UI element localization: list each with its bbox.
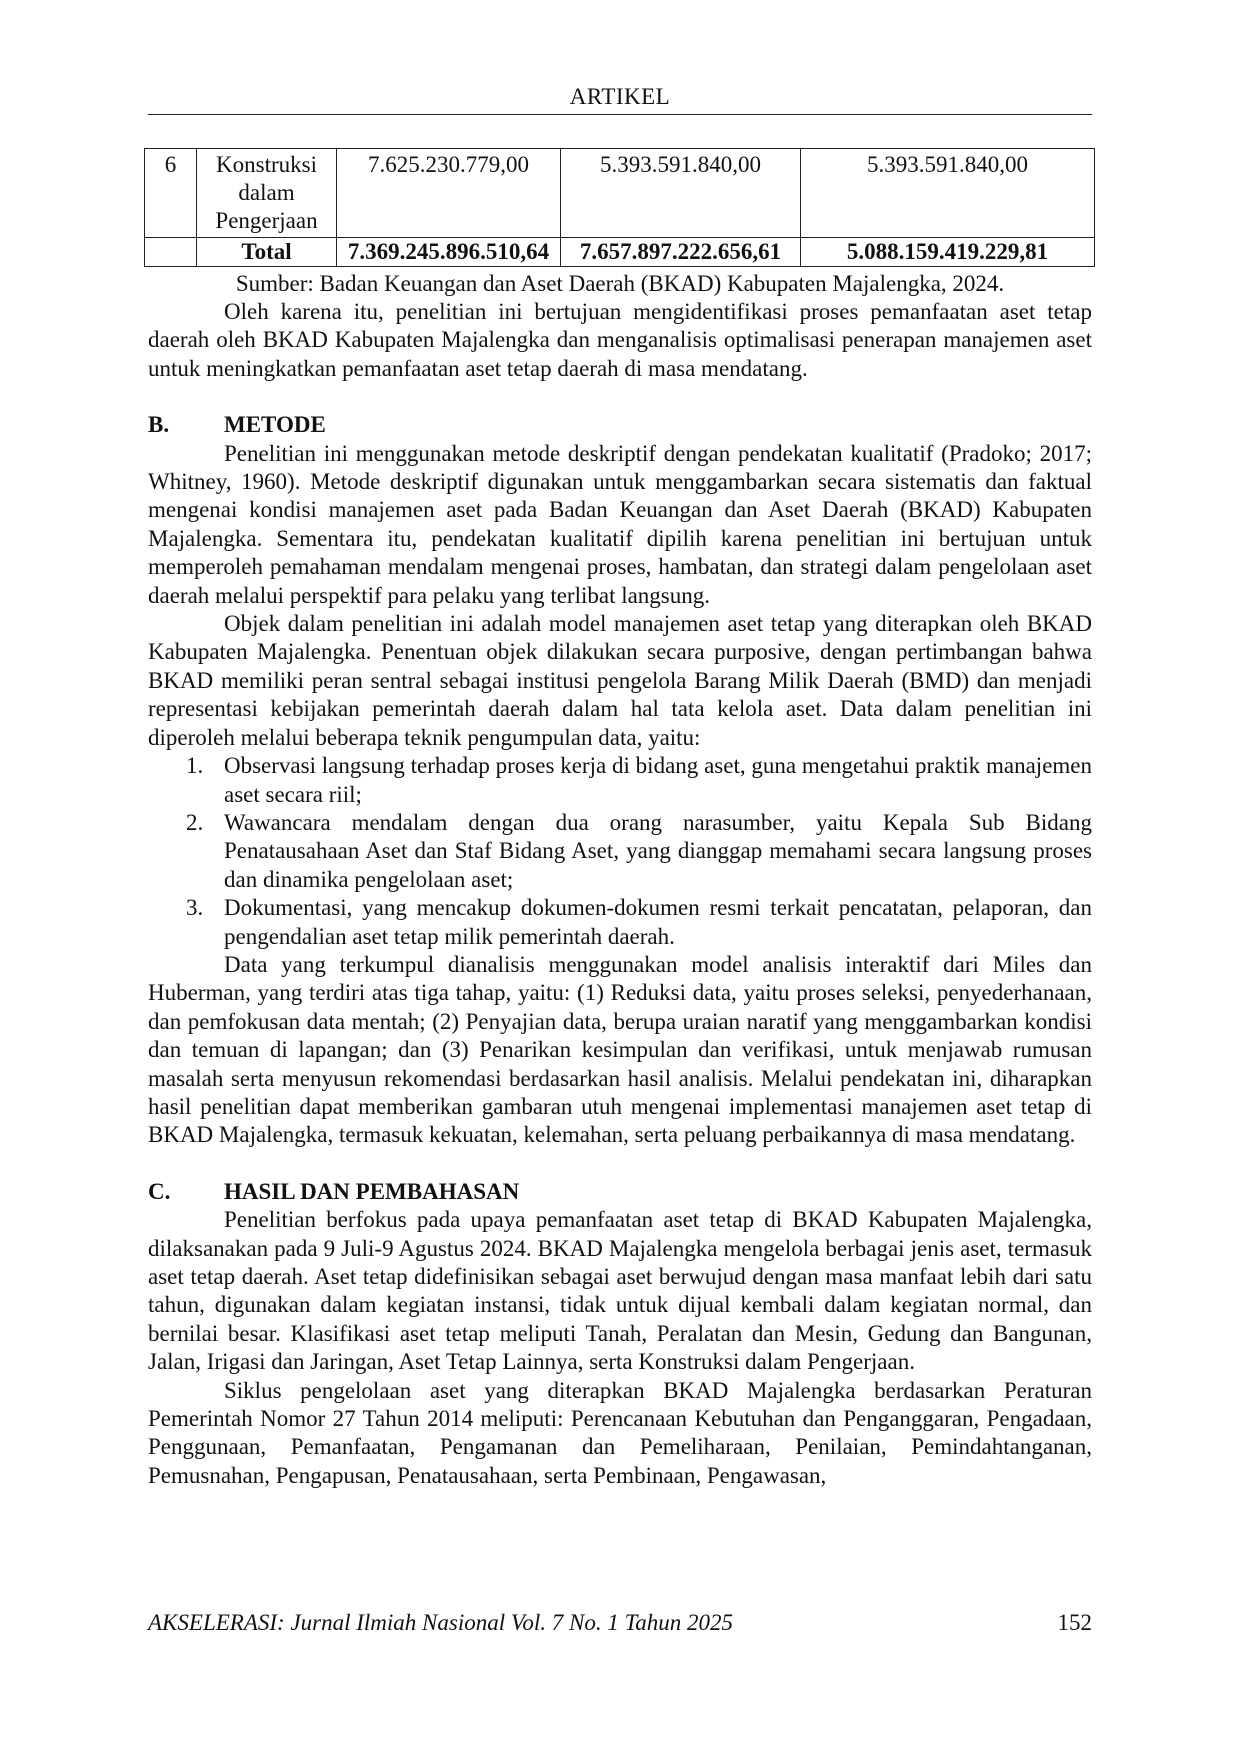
section-title: HASIL DAN PEMBAHASAN [224,1178,520,1204]
body-paragraph: Penelitian berfokus pada upaya pemanfaatan aset tetap di BKAD Kabupaten Majalengka, dilaksanakan pada 9 Juli-9 Agustus 2024. BKAD Majalengka mengelola berbagai jenis aset, termasuk aset tetap daerah. Aset tetap didefinisikan sebagai aset berwujud dengan masa manfaat lebih dari satu tahun, digunakan dalam kegiatan instansi, tidak untuk dijual kembali dalam kegiatan normal, dan bernilai besar. Klasifikasi aset tetap meliputi Tanah, Peralatan dan Mesin, Gedung dan Bangunan, Jalan, Irigasi dan Jaringan, Aset Tetap Lainnya, serta Konstruksi dalam Pengerjaan. [148,1207,1092,1375]
body-paragraph: Penelitian ini menggunakan metode deskriptif dengan pendekatan kualitatif (Pradoko; 2017; Whitney, 1960). Metode deskriptif digunakan untuk menggambarkan secara sistematis dan faktual mengenai kondisi manajemen aset pada Badan Keuangan dan Aset Daerah (BKAD) Kabupaten Majalengka. Sementara itu, pendekatan kualitatif dipilih karena penelitian ini bertujuan untuk memperoleh pemahaman mendalam mengenai proses, hambatan, dan strategi dalam pengelolaan aset daerah melalui perspektif para pelaku yang terlibat langsung. [148,440,1092,608]
body-paragraph: Data yang terkumpul dianalisis menggunakan model analisis interaktif dari Miles dan Huberman, yang terdiri atas tiga tahap, yaitu: (1) Reduksi data, yaitu proses seleksi, penyederhanaan, dan pemfokusan data mentah; (2) Penyajian data, berupa uraian naratif yang menggambarkan kondisi dan temuan di lapangan; dan (3) Penarikan kesimpulan dan verifikasi, untuk menjawab rumusan masalah serta menyusun rekomendasi berdasarkan hasil analisis. Melalui pendekatan ini, diharapkan hasil penelitian dapat memberikan gambaran utuh mengenai implementasi manajemen aset tetap di BKAD Majalengka, termasuk kekuatan, kelemahan, serta peluang perbaikannya di masa mendatang. [148,951,1092,1148]
section-heading-hasil [148,1178,1092,1206]
total-label-cell: Total [197,238,337,267]
list-item [148,809,1092,894]
value-cell-1: 7.625.230.779,00 [337,149,561,238]
body-paragraph: Siklus pengelolaan aset yang diterapkan BKAD Majalengka berdasarkan Peraturan Pemerintah Nomor 27 Tahun 2014 meliputi: Perencanaan Kebutuhan dan Penganggaran, Pengadaan, Penggunaan, Pemanfaatan, Pengamanan dan Pemeliharaan, Penilaian, Pemindahtanganan, Pemusnahan, Pengapusan, Penatausahaan, serta Pembinaan, Pengawasan, [148,1377,1092,1488]
data-collection-list [148,752,1092,951]
body-paragraph: Objek dalam penelitian ini adalah model manajemen aset tetap yang diterapkan oleh BKAD Kabupaten Majalengka. Penentuan objek dilakukan secara purposive, dengan pertimbangan bahwa BKAD memiliki peran sentral sebagai institusi pengelola Barang Milik Daerah (BMD) dan menjadi representasi kebijakan pemerintah daerah dalam hal tata kelola aset. Data dalam penelitian ini diperoleh melalui beberapa teknik pengumpulan data, yaitu: [148,611,1092,750]
value-cell-2: 5.393.591.840,00 [561,149,801,238]
section-number: C. [148,1178,171,1204]
section-number: B. [148,412,170,438]
total-value-cell-3: 5.088.159.419.229,81 [801,238,1095,267]
journal-citation: AKSELERASI: Jurnal Ilmiah Nasional Vol. 7 No. 1 Tahun 2025 [148,1610,734,1635]
row-number-cell: 6 [145,149,197,238]
empty-cell [145,238,197,267]
list-number: 2. [186,809,204,835]
list-text: Dokumentasi, yang mencakup dokumen-dokumen resmi terkait pencatatan, pelaporan, dan pengendalian aset tetap milik pemerintah daerah. [224,895,1092,949]
article-body [148,298,1092,1490]
list-item [148,752,1092,809]
table-total-row [145,238,1095,267]
list-number: 1. [186,753,204,779]
list-number: 3. [186,895,204,921]
total-value-cell-1: 7.369.245.896.510,64 [337,238,561,267]
list-text: Wawancara mendalam dengan dua orang narasumber, yaitu Kepala Sub Bidang Penatausahaan Aset dan Staf Bidang Aset, yang dianggap memahami secara langsung proses dan dinamika pengelolaan aset; [224,809,1092,892]
page-footer [148,1610,1092,1636]
value-cell-3: 5.393.591.840,00 [801,149,1095,238]
table-source-note: Sumber: Badan Keuangan dan Aset Daerah (BKAD) Kabupaten Majalengka, 2024. [235,271,1005,296]
section-title: METODE [224,412,326,438]
list-item [148,894,1092,951]
table-row [145,149,1095,238]
asset-table [144,148,1095,267]
asset-name-cell: Konstruksi dalam Pengerjaan [197,149,337,238]
section-heading-metode [148,411,1092,439]
page-number: 152 [1057,1610,1092,1635]
total-value-cell-2: 7.657.897.222.656,61 [561,238,801,267]
header-rule [148,114,1092,115]
intro-paragraph: Oleh karena itu, penelitian ini bertujuan mengidentifikasi proses pemanfaatan aset tetap daerah oleh BKAD Kabupaten Majalengka dan menganalisis optimalisasi penerapan manajemen aset untuk meningkatkan pemanfaatan aset tetap daerah di masa mendatang. [148,299,1092,381]
list-text: Observasi langsung terhadap proses kerja di bidang aset, guna mengetahui praktik manajemen aset secara riil; [224,753,1092,807]
running-header: ARTIKEL [569,84,671,109]
